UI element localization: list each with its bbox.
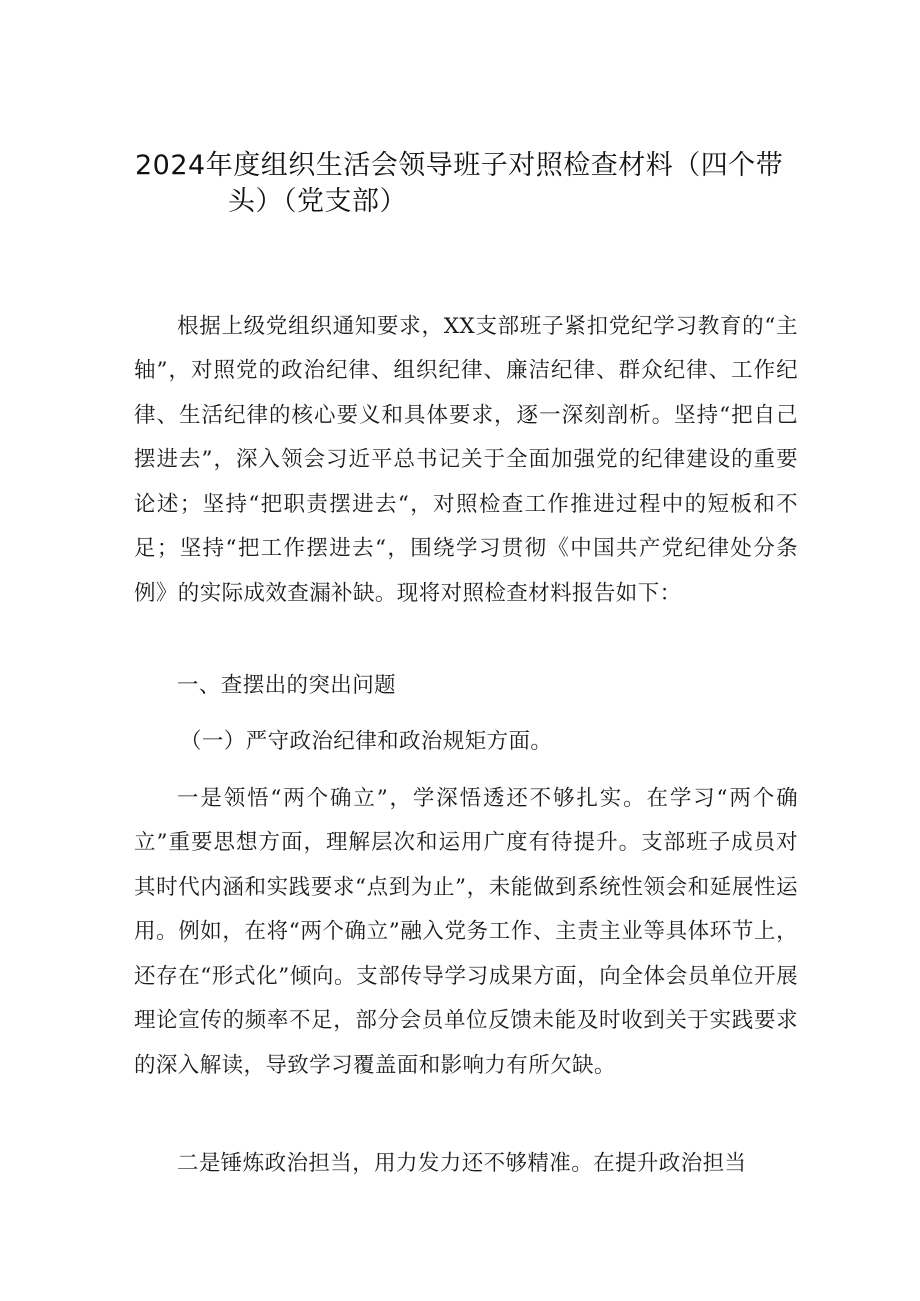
document-title-line-1: 2024年度组织生活会领导班子对照检查材料（四个带 [135, 150, 784, 181]
intro-paragraph: 根据上级党组织通知要求，XX支部班子紧扣党纪学习教育的“主轴”，对照党的政治纪律、组织纪律、廉洁纪律、群众纪律、工作纪律、生活纪律的核心要义和具体要求，逐一深刻剖析。坚持“把自己摆进去”，深入领会习近平总书记关于全面加强党的纪律建设的重要论述；坚持“把职责摆进去“，对照检查工作推进过程中的短板和不足；坚持“把工作摆进去“，围绕学习贯彻《中国共产党纪律处分条例》的实际成效查漏补缺。现将对照检查材料报告如下： [134, 313, 798, 607]
section-heading: 一、查摆出的突出问题 [177, 672, 397, 698]
problem-item-1-paragraph: 一是领悟“两个确立”，学深悟透还不够扎实。在学习“两个确立”重要思想方面，理解层次和运用广度有待提升。支部班子成员对其时代内涵和实践要求“点到为止”，未能做到系统性领会和延展性运用。例如，在将“两个确立”融入党务工作、主责主业等具体环节上，还存在“形式化”倾向。支部传导学习成果方面，向全体会员单位开展理论宣传的频率不足，部分会员单位反馈未能及时收到关于实践要求的深入解读，导致学习覆盖面和影响力有所欠缺。 [134, 785, 798, 1079]
document-title-line-2: 头）（党支部） [228, 186, 407, 217]
problem-item-2-paragraph: 二是锤炼政治担当，用力发力还不够精准。在提升政治担当 [177, 1150, 747, 1176]
subsection-heading: （一）严守政治纪律和政治规矩方面。 [180, 728, 553, 754]
